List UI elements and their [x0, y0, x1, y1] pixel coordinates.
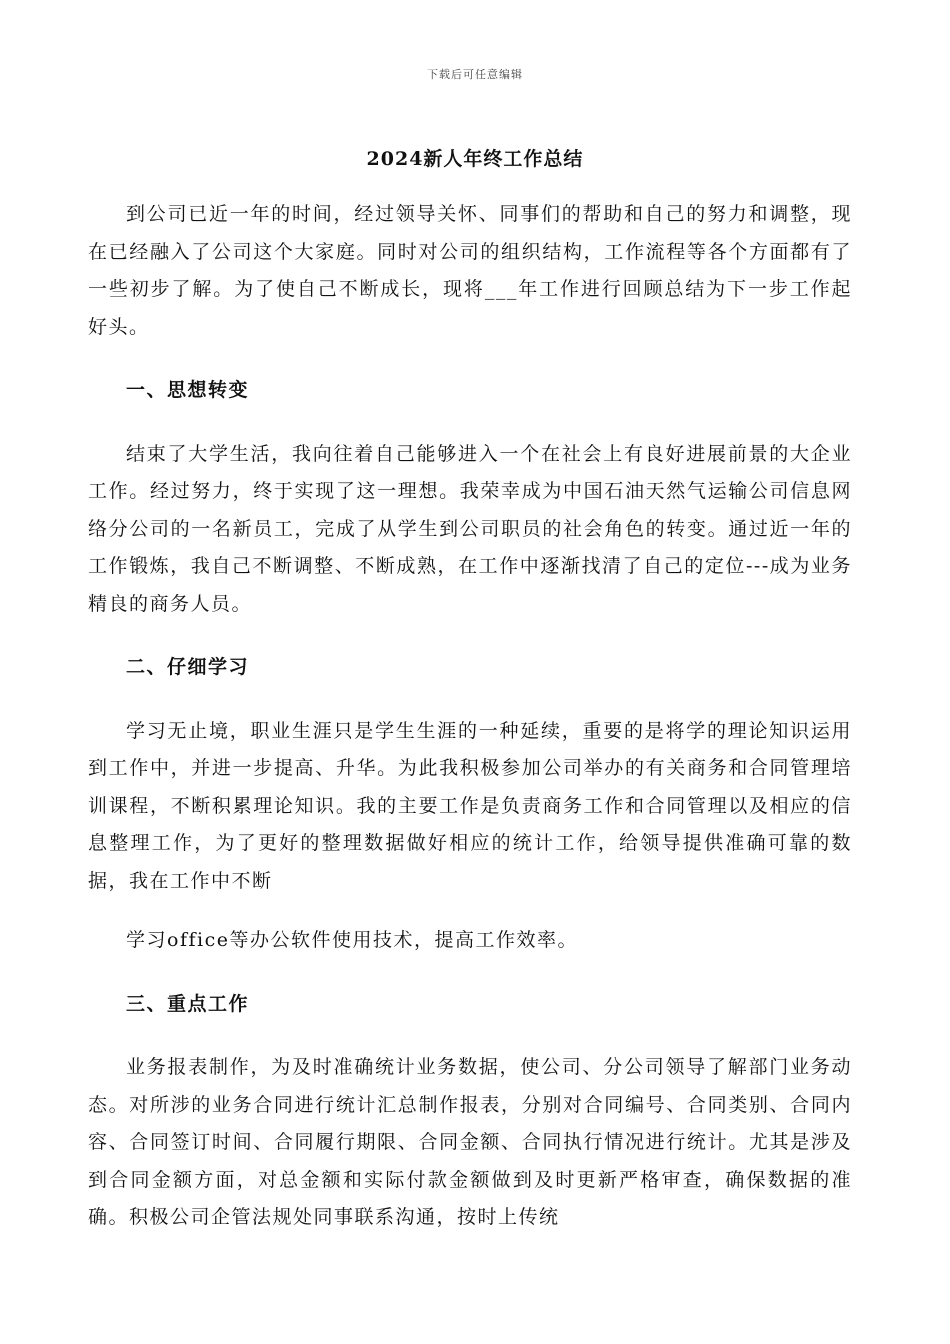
- document-title: 2024新人年终工作总结: [366, 148, 584, 170]
- section-3-paragraph-1: 业务报表制作，为及时准确统计业务数据，使公司、分公司领导了解部门业务动态。对所涉的业务合同进行统计汇总制作报表，分别对合同编号、合同类别、合同内容、合同签订时间、合同履行期限、合同金额、合同执行情况进行统计。尤其是涉及到合同金额方面，对总金额和实际付款金额做到及时更新严格审查，确保数据的准确。积极公司企管法规处同事联系沟通，按时上传统: [88, 1056, 852, 1228]
- section-heading-1: 一、思想转变: [126, 379, 250, 401]
- section-heading-3: 三、重点工作: [126, 992, 250, 1015]
- intro-paragraph: 到公司已近一年的时间，经过领导关怀、同事们的帮助和自己的努力和调整，现在已经融入了公司这个大家庭。同时对公司的组织结构，工作流程等各个方面都有了一些初步了解。为了使自己不断成长，现将___年工作进行回顾总结为下一步工作起好头。: [88, 203, 852, 338]
- document-body: [88, 196, 852, 1237]
- section-2-paragraph-2: 学习office等办公软件使用技术，提高工作效率。: [126, 929, 578, 951]
- section-2-paragraph-1: 学习无止境，职业生涯只是学生生涯的一种延续，重要的是将学的理论知识运用到工作中，并进一步提高、升华。为此我积极参加公司举办的有关商务和合同管理培训课程，不断积累理论知识。我的主要工作是负责商务工作和合同管理以及相应的信息整理工作，为了更好的整理数据做好相应的统计工作，给领导提供准确可靠的数据，我在工作中不断: [88, 719, 852, 892]
- section-1-paragraph-1: 结束了大学生活，我向往着自己能够进入一个在社会上有良好进展前景的大企业工作。经过努力，终于实现了这一理想。我荣幸成为中国石油天然气运输公司信息网络分公司的一名新员工，完成了从学生到公司职员的社会角色的转变。通过近一年的工作锻炼，我自己不断调整、不断成熟，在工作中逐渐找清了自己的定位---成为业务精良的商务人员。: [88, 442, 852, 615]
- header-note: 下载后可任意编辑: [427, 68, 523, 81]
- section-heading-2: 二、仔细学习: [126, 656, 250, 678]
